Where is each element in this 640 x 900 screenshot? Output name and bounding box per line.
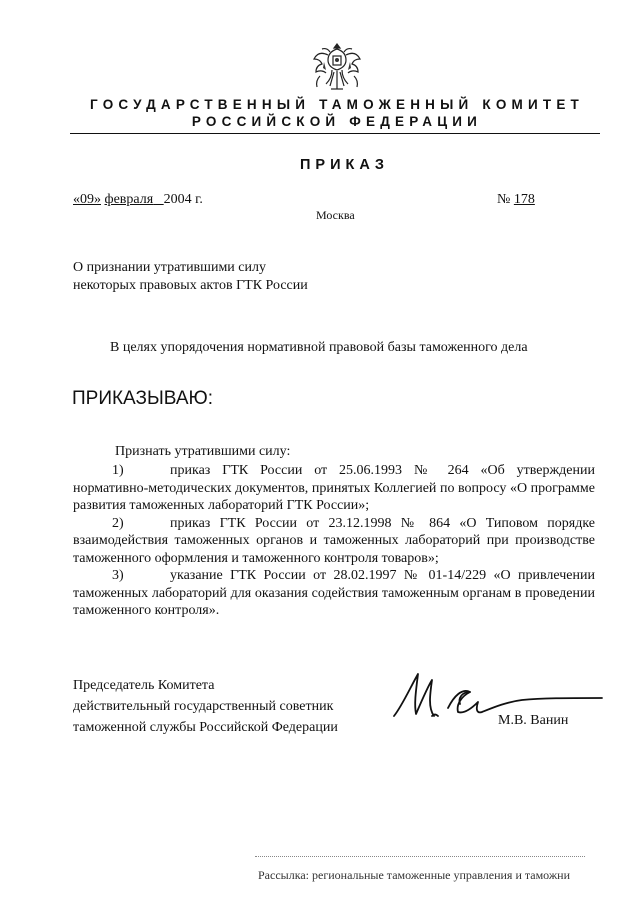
document-city: Москва — [316, 208, 355, 222]
order-word: ПРИКАЗЫВАЮ: — [72, 388, 213, 409]
date-month: февраля — [104, 192, 154, 207]
number-value: 178 — [513, 192, 535, 207]
organization-name-line1: ГОСУДАРСТВЕННЫЙ ТАМОЖЕННЫЙ КОМИТЕТ — [90, 97, 584, 112]
document-subject — [73, 259, 308, 295]
revoked-acts-list — [73, 462, 595, 620]
signer-name: М.В. Ванин — [498, 713, 569, 728]
item-number: 3) — [112, 568, 124, 583]
subject-line-2: некоторых правовых актов ГТК России — [73, 278, 308, 293]
signatory-line-2: действительный государственный советник — [73, 699, 334, 714]
item-text: указание ГТК России от 28.02.1997 № 01-14/229 «О привлечении таможенных лабораторий для оказания содействия таможенным органам в проведении таможенного контроля». — [73, 568, 595, 618]
date-open-quote: « — [73, 192, 80, 207]
double-headed-eagle-emblem — [312, 40, 362, 96]
date-close-quote: » — [94, 192, 101, 207]
subject-line-1: О признании утратившими силу — [73, 260, 266, 275]
item-number: 1) — [112, 463, 124, 478]
date-day: 09 — [80, 192, 94, 207]
signatory-line-1: Председатель Комитета — [73, 678, 215, 693]
distribution-note: Рассылка: региональные таможенные управления и таможни — [258, 868, 571, 882]
signatory-line-3: таможенной службы Российской Федерации — [73, 720, 338, 735]
organization-name-line2: РОССИЙСКОЙ ФЕДЕРАЦИИ — [191, 114, 483, 129]
items-intro: Признать утратившими силу: — [115, 444, 291, 459]
item-number: 2) — [112, 515, 124, 531]
document-type-title: ПРИКАЗ — [300, 157, 389, 173]
purpose-statement: В целях упорядочения нормативной правовой базы таможенного дела — [110, 340, 528, 355]
item-text: приказ ГТК России от 23.12.1998 № 864 «О Типовом порядке взаимодействия таможенных органов и таможенных лабораторий при производстве таможенного оформления и таможенного контроля товаров»; — [73, 515, 595, 566]
header-divider — [70, 133, 600, 134]
item-text: приказ ГТК России от 25.06.1993 № 264 «Об утверждении нормативно-методических документов, принятых Коллегией по вопросу «О программе развития таможенных лабораторий ГТК России»; — [73, 463, 595, 513]
number-label: № — [497, 192, 511, 207]
signatory-title — [73, 675, 338, 738]
document-number — [497, 192, 576, 208]
list-item — [73, 462, 595, 515]
list-item — [73, 567, 595, 620]
document-date — [73, 192, 203, 208]
list-item — [73, 515, 595, 568]
footer-divider — [255, 856, 585, 857]
date-year: 2004 г. — [163, 192, 203, 207]
